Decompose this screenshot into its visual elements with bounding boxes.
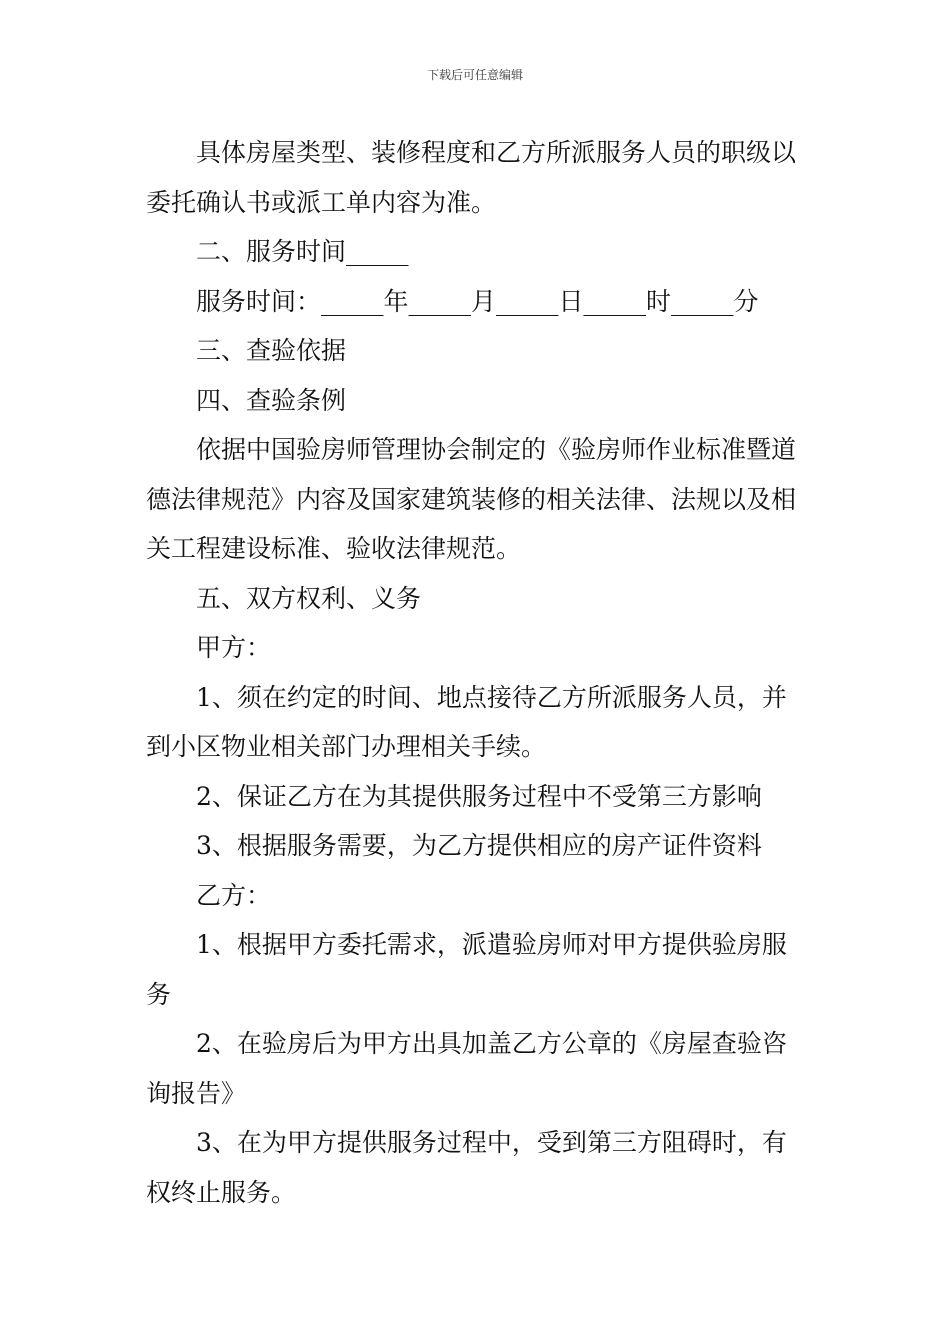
heading-inspection-basis: 三、查验依据 [196,336,347,365]
party-b-item-1: 1、根据甲方委托需求，派遣验房师对甲方提供验房服务 [146,930,787,1009]
paragraph-room-type: 具体房屋类型、装修程度和乙方所派服务人员的职级以委托确认书或派工单内容为准。 [146,138,797,217]
heading-inspection-rules: 四、查验条例 [196,385,347,415]
page-header: 下载后可任意编辑 [426,68,523,82]
party-b-item-2: 2、在验房后为甲方出具加盖乙方公章的《房屋查验咨询报告》 [146,1029,787,1108]
party-a-item-3: 3、根据服务需要，为乙方提供相应的房产证件资料 [196,831,762,860]
label-party-b: 乙方： [196,880,272,910]
heading-rights-obligations: 五、双方权利、义务 [196,583,422,613]
party-b-item-3: 3、在为甲方提供服务过程中，受到第三方阻碍时，有权终止服务。 [146,1128,787,1207]
paragraph-inspection-rules: 依据中国验房师管理协会制定的《验房师作业标准暨道德法律规范》内容及国家建筑装修的相关法律、法规以及相关工程建设标准、验收法律规范。 [146,435,797,563]
paragraph-service-time-fields: 服务时间：_____年_____月_____日_____时_____分 [196,286,759,316]
party-a-item-1: 1、须在约定的时间、地点接待乙方所派服务人员，并到小区物业相关部门办理相关手续。 [146,682,787,761]
heading-service-time: 二、服务时间_____ [196,237,409,266]
document-body [146,128,806,1217]
party-a-item-2: 2、保证乙方在为其提供服务过程中不受第三方影响 [196,781,762,811]
label-party-a: 甲方： [196,633,272,662]
